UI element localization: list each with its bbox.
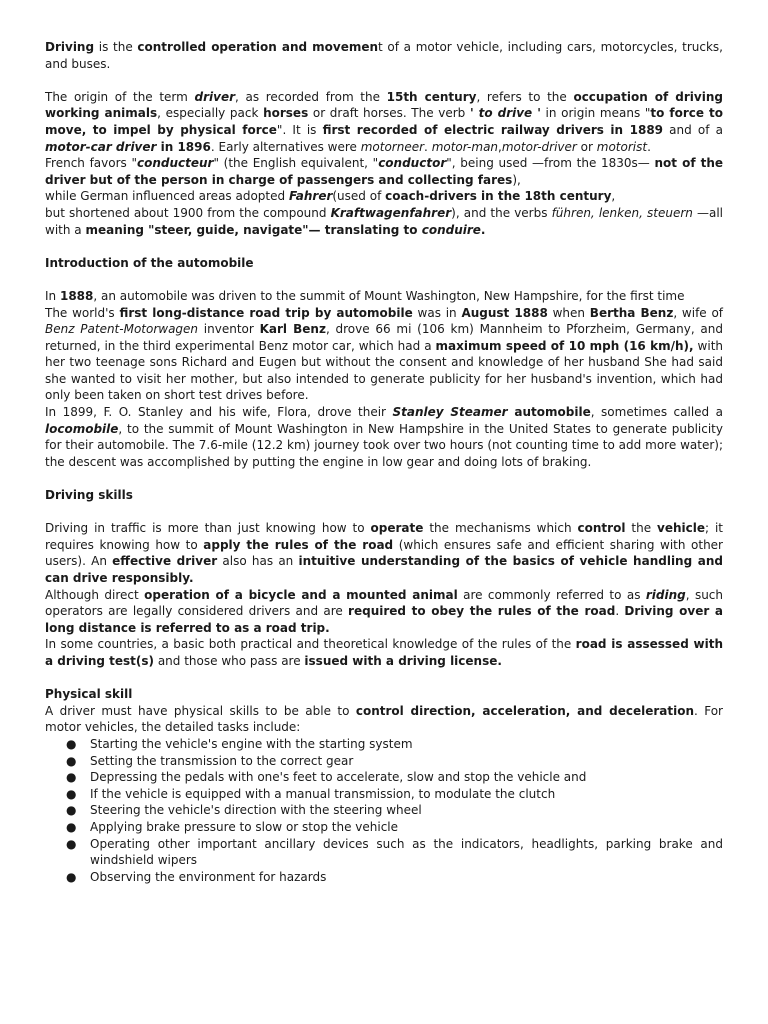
text-run: 1888 <box>59 288 94 303</box>
text-run: , an automobile was driven to the summit of Mount Washington, New Hampshire, for the first time <box>93 288 685 303</box>
traffic-paragraph <box>45 520 723 586</box>
text-run: motorneer <box>360 139 425 154</box>
text-run: meaning "steer, guide, navigate"— translating to <box>85 222 422 237</box>
text-run: or draft horses. The verb <box>308 106 470 121</box>
text-run: while German influenced areas adopted <box>45 189 289 204</box>
task-list-item <box>45 836 723 869</box>
german-origin-line <box>45 188 723 205</box>
text-run: . <box>615 604 625 619</box>
text-run: motorist <box>596 139 648 154</box>
text-run: führen, lenken, steuern <box>551 205 693 220</box>
text-run: Bertha Benz <box>589 305 674 320</box>
text-run: maximum speed of 10 mph (16 km/h), <box>435 338 694 353</box>
text-run: , drove 66 mi (106 km) Mannheim to Pforzheim, Germany, and returned, in the third experimental Benz motor car, which had a <box>45 322 724 353</box>
bullet-icon: ● <box>66 753 77 768</box>
text-run: , sometimes called a <box>590 405 723 420</box>
text-run: the mechanisms which <box>423 521 578 536</box>
text-run: , as recorded from the <box>235 89 387 104</box>
text-run: . <box>647 139 651 154</box>
text-run: Fahrer <box>288 189 333 204</box>
task-list-item <box>45 753 723 770</box>
text-run: effective driver <box>112 554 218 569</box>
text-run: and those who pass are <box>154 653 305 668</box>
text-run: " (the English equivalent, " <box>213 156 379 171</box>
task-list-item <box>45 736 723 753</box>
text-run: , such operators are legally considered drivers and are <box>45 587 723 619</box>
text-run: (which ensures safe and efficient sharing with other users). An <box>45 537 723 569</box>
text-run: in origin means " <box>540 106 651 121</box>
text-run: first long-distance road trip by automobile <box>119 305 413 320</box>
text-run: The origin of the term <box>45 89 195 104</box>
text-run: with her two teenage sons Richard and Eugen but without the consent and knowledge of her husband She had said she wanted to visit her mother, but also intended to generate publicity for her husband's invention, which had only been taken on short test drives before. <box>45 338 724 403</box>
bullet-icon: ● <box>66 803 77 818</box>
text-run: but shortened about 1900 from the compound <box>45 205 331 220</box>
task-list-item <box>45 786 723 803</box>
shortened-origin-line <box>45 205 723 238</box>
task-text: Depressing the pedals with one's feet to accelerate, slow and stop the vehicle and <box>90 770 587 785</box>
text-run: occupation of driving working animals <box>45 89 723 121</box>
text-run: in 1896 <box>156 139 211 154</box>
intro-paragraph <box>45 39 723 72</box>
physical-skill-heading: Physical skill <box>45 687 133 702</box>
text-run: is the <box>94 40 138 54</box>
text-run: also has an <box>217 554 299 569</box>
task-text: Setting the transmission to the correct gear <box>90 753 354 768</box>
text-run: . <box>424 139 432 154</box>
text-run: horses <box>263 106 309 121</box>
text-run: motor-driver <box>501 139 577 154</box>
text-run: to force to move, to impel by physical force <box>45 106 724 137</box>
bullet-icon: ● <box>66 770 77 785</box>
text-run: . For motor vehicles, the detailed tasks include: <box>45 703 723 735</box>
bertha-benz-paragraph <box>45 305 723 405</box>
text-run: Kraftwagenfahrer <box>330 205 452 220</box>
text-run: was in <box>412 305 462 320</box>
text-run: apply the rules of the road <box>203 537 394 552</box>
text-run: ", being used —from the 1830s— <box>446 156 655 171</box>
bullet-icon: ● <box>66 786 77 801</box>
text-run: when <box>547 305 590 320</box>
text-run: . Early alternatives were <box>210 139 361 154</box>
text-run: and of a <box>663 122 723 137</box>
text-run: Driving <box>45 40 95 54</box>
text-run: August 1888 <box>461 305 548 320</box>
text-run: intuitive understanding of the basics of vehicle handling and can drive responsibly. <box>45 554 723 585</box>
task-text: Applying brake pressure to slow or stop the vehicle <box>90 819 399 834</box>
physical-skill-paragraph <box>45 703 723 736</box>
text-run: conductor <box>378 156 447 171</box>
text-run: , <box>611 189 616 204</box>
text-run: driver <box>194 89 235 104</box>
text-run: issued with a driving license. <box>304 653 502 668</box>
text-run: ), and the verbs <box>451 205 552 220</box>
french-origin-line <box>45 155 723 188</box>
bullet-icon: ● <box>66 736 77 751</box>
text-run: coach-drivers in the 18th century <box>385 189 612 204</box>
bullet-icon: ● <box>66 819 77 834</box>
text-run: Benz Patent-Motorwagen <box>45 322 199 337</box>
task-text: Steering the vehicle's direction with the steering wheel <box>90 803 422 818</box>
text-run: The world's <box>45 305 120 320</box>
text-run: conducteur <box>136 156 214 171</box>
text-run: required to obey the rules of the road <box>348 604 616 619</box>
driving-skills-section <box>45 520 723 669</box>
automobile-section <box>45 288 723 471</box>
text-run: road is assessed with a driving test(s) <box>45 637 724 668</box>
text-run: French favors " <box>45 156 137 171</box>
text-run: control <box>577 521 626 536</box>
text-run: In some countries, a basic both practical and theoretical knowledge of the rules of the <box>45 637 576 652</box>
riding-paragraph <box>45 587 723 637</box>
text-run: inventor <box>198 322 260 337</box>
text-run: ), <box>512 172 521 187</box>
origin-paragraph <box>45 89 723 155</box>
bullet-icon: ● <box>66 869 77 884</box>
text-run: ' to drive ' <box>469 106 541 121</box>
text-run: Stanley Steamer <box>392 405 508 420</box>
text-run: operation of a bicycle and a mounted animal <box>144 587 458 602</box>
task-list-item <box>45 869 723 886</box>
text-run: operate <box>370 521 424 536</box>
task-text: Starting the vehicle's engine with the starting system <box>90 736 413 751</box>
bullet-icon: ● <box>66 836 77 851</box>
text-run: controlled operation and movemen <box>137 40 379 54</box>
text-run: t of a motor vehicle, including cars, motorcycles, trucks, and buses. <box>45 40 723 71</box>
text-run: , refers to the <box>476 89 574 104</box>
text-run: (used of <box>332 189 386 204</box>
text-run: automobile <box>507 405 591 420</box>
text-run: Driving in traffic is more than just knowing how to <box>45 521 371 536</box>
text-run: first recorded of electric railway drivers in 1889 <box>322 122 664 137</box>
automobile-heading: Introduction of the automobile <box>45 255 254 270</box>
stanley-paragraph <box>45 404 723 470</box>
text-run: , wife of <box>673 305 724 320</box>
text-run: . <box>480 222 486 237</box>
task-text: If the vehicle is equipped with a manual transmission, to modulate the clutch <box>90 786 556 801</box>
task-list-item <box>45 802 723 819</box>
text-run: are commonly referred to as <box>457 587 646 602</box>
text-run: , especially pack <box>157 106 264 121</box>
text-run: conduire <box>421 222 481 237</box>
text-run: riding <box>645 587 686 602</box>
text-run: ". It is <box>276 122 323 137</box>
text-run: not of the driver but of the person in charge of passengers and collecting fares <box>45 156 723 187</box>
mount-washington-paragraph <box>45 288 723 305</box>
text-run: vehicle <box>657 521 705 536</box>
text-run: or <box>576 139 597 154</box>
text-run: Karl Benz <box>259 322 326 337</box>
task-text: Operating other important ancillary devices such as the indicators, headlights, parking brake and windshield wipers <box>90 836 723 868</box>
origin-section <box>45 89 723 238</box>
text-run: Although direct <box>45 587 145 602</box>
text-run: , <box>498 139 502 154</box>
text-run: motor-man <box>431 139 499 154</box>
task-list <box>45 736 723 885</box>
text-run: Driving over a long distance is referred to as a road trip. <box>45 604 723 635</box>
driving-skills-heading: Driving skills <box>45 488 133 503</box>
text-run: ; it requires knowing how to <box>45 521 724 552</box>
text-run: A driver must have physical skills to be able to <box>45 703 356 718</box>
text-run: In 1899, F. O. Stanley and his wife, Flora, drove their <box>45 405 393 420</box>
task-list-item <box>45 769 723 786</box>
driving-test-paragraph <box>45 636 723 669</box>
text-run: In <box>45 288 60 303</box>
text-run: locomobile <box>45 421 119 436</box>
text-run: —all with a <box>45 205 723 237</box>
task-list-item <box>45 819 723 836</box>
text-run: 15th century <box>386 89 477 104</box>
text-run: motor-car driver <box>45 139 157 154</box>
text-run: the <box>625 521 658 536</box>
text-run: control direction, acceleration, and deceleration <box>355 703 694 718</box>
text-run: , to the summit of Mount Washington in New Hampshire in the United States to generate publicity for their automobile. The 7.6-mile (12.2 km) journey took over two hours (not counting time to add more water); the descent was accomplished by putting the engine in low gear and doing lots of braking. <box>45 421 723 469</box>
task-text: Observing the environment for hazards <box>90 869 327 884</box>
